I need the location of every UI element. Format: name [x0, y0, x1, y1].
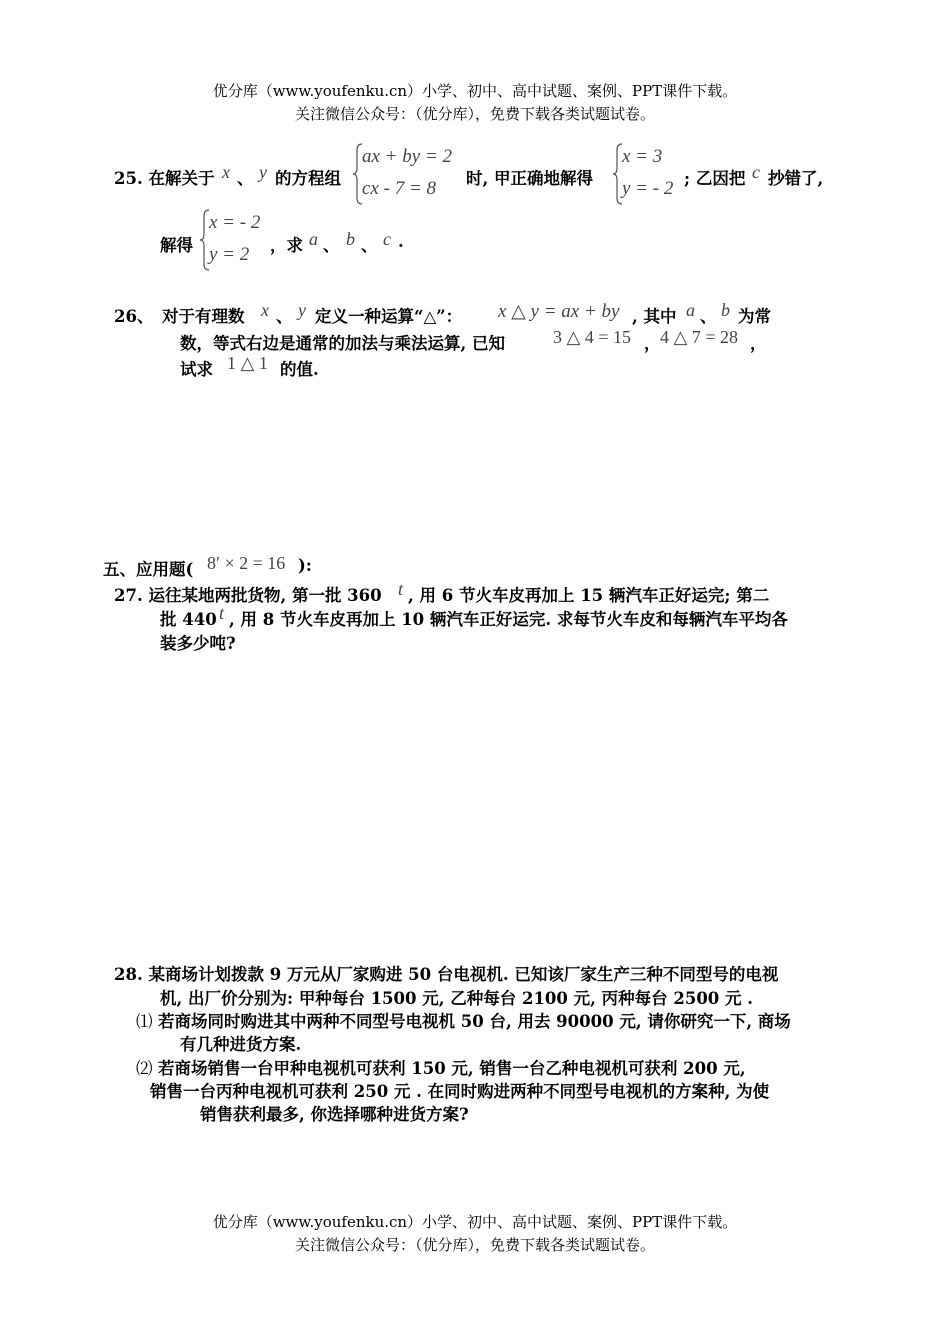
q28-part-2-line-2: 销售一台丙种电视机可获利 250 元 . 在同时购进两种不同型号电视机的方案种, 为使	[150, 1082, 770, 1101]
q26-text-2: 定义一种运算“△”：	[315, 307, 463, 326]
q25-text-3: 时, 甲正确地解得	[466, 169, 593, 188]
q25-text-1: 在解关于	[148, 169, 215, 188]
q26-text-4: 为常	[738, 307, 771, 326]
header-line-1: 优分库（www.youfenku.cn）小学、初中、高中试题、案例、PPT课件下载。	[212, 82, 738, 100]
q25-var-x: x	[222, 162, 230, 182]
q25-var-y: y	[259, 162, 267, 182]
q28-part-2-line-3: 销售获利最多, 你选择哪种进货方案?	[200, 1105, 469, 1124]
q26-comma: ，	[644, 334, 661, 353]
q25-line-1	[114, 165, 214, 189]
q27-unit-t: t	[398, 579, 404, 599]
q25-text-4: ; 乙因把	[684, 169, 746, 188]
q25-var-c-2: c	[383, 229, 391, 249]
q26-sep-2: 、	[700, 307, 717, 326]
q28-part-1-mark: ⑴	[136, 1012, 153, 1031]
footer-line-2: 关注微信公众号：（优分库），免费下载各类试题试卷。	[294, 1236, 655, 1254]
q27-line-1b: , 用 6 节火车皮再加上 15 辆汽车正好运完; 第二	[408, 586, 770, 605]
q25-sys3-eq1: x = - 2	[209, 212, 261, 233]
q26-number: 26、	[114, 307, 154, 326]
q25-sys1-eq2: cx - 7 = 8	[362, 178, 437, 199]
section-5-title: 五、应用题(	[103, 560, 194, 579]
q25-sep-3: 、	[361, 236, 378, 255]
q26-target: 1 △ 1	[227, 353, 268, 373]
q25-text-5: 抄错了,	[768, 169, 824, 188]
q28-part-1-line-2: 有几种进货方案.	[180, 1035, 302, 1054]
q26-operation: x △ y = ax + by	[498, 301, 620, 322]
q26-given-1: 3 △ 4 = 15	[553, 327, 631, 347]
q25-sep-2: 、	[323, 236, 340, 255]
section-5-tail: ):	[298, 556, 312, 575]
q25-text-2: 的方程组	[275, 169, 341, 188]
q28-line-2: 机, 出厂价分别为: 甲种每台 1500 元, 乙种每台 2100 元, 丙种每台 2500 元 .	[160, 989, 754, 1008]
q26-var-b: b	[721, 300, 730, 320]
q25-end: .	[398, 232, 404, 251]
q28-part-1-line-1: 若商场同时购进其中两种不同型号电视机 50 台, 用去 90000 元, 请你研究一下, 商场	[158, 1012, 791, 1031]
section-5-score: 8′ × 2 = 16	[207, 553, 286, 573]
q27-line-2b: , 用 8 节火车皮再加上 10 辆汽车正好运完. 求每节火车皮和每辆汽车平均各	[229, 610, 788, 629]
header-line-2: 关注微信公众号：（优分库），免费下载各类试题试卷。	[294, 105, 655, 123]
q25-var-c: c	[752, 162, 760, 182]
q27-line-1a: 27. 运往某地两批货物, 第一批 360	[114, 586, 382, 605]
q26-text-1: 对于有理数	[162, 307, 245, 326]
q26-line-3b: 的值.	[280, 360, 319, 379]
q26-given-2: 4 △ 7 = 28	[660, 327, 738, 347]
q25-sys3-eq2: y = 2	[209, 244, 250, 265]
q26-var-y: y	[298, 300, 306, 320]
q27-unit-t-2: t	[219, 603, 225, 623]
q28-part-2-mark: ⑵	[136, 1059, 153, 1078]
q26-sep: 、	[276, 307, 293, 326]
q25-system-1	[352, 142, 472, 206]
q25-number: 25.	[114, 169, 143, 188]
q25-text-7: ，求	[270, 236, 303, 255]
q26-text-3: , 其中	[632, 307, 677, 326]
q25-system-3	[199, 208, 279, 272]
q26-comma-2: ，	[750, 334, 767, 353]
q28-part-2-line-1: 若商场销售一台甲种电视机可获利 150 元, 销售一台乙种电视机可获利 200 元,	[158, 1059, 746, 1078]
q26-line-3a: 试求	[180, 360, 213, 379]
q28-line-1: 28. 某商场计划拨款 9 万元从厂家购进 50 台电视机. 已知该厂家生产三种不同型号的电视	[114, 965, 779, 984]
q25-sys1-eq1: ax + by = 2	[362, 146, 453, 167]
q25-var-a: a	[309, 229, 318, 249]
q27-line-3: 装多少吨?	[160, 634, 236, 653]
q25-sys2-eq1: x = 3	[622, 146, 663, 167]
footer-line-1: 优分库（www.youfenku.cn）小学、初中、高中试题、案例、PPT课件下载。	[212, 1213, 738, 1231]
q25-text-6: 解得	[160, 236, 193, 255]
q26-line-2: 数，等式右边是通常的加法与乘法运算, 已知	[180, 334, 505, 353]
q25-sys2-eq2: y = - 2	[622, 178, 674, 199]
q25-var-b: b	[346, 229, 355, 249]
q25-system-2	[612, 142, 692, 206]
q26-var-x: x	[261, 300, 269, 320]
q27-line-2a: 批 440	[160, 610, 217, 629]
q25-sep: 、	[237, 169, 254, 188]
q26-var-a: a	[686, 300, 695, 320]
